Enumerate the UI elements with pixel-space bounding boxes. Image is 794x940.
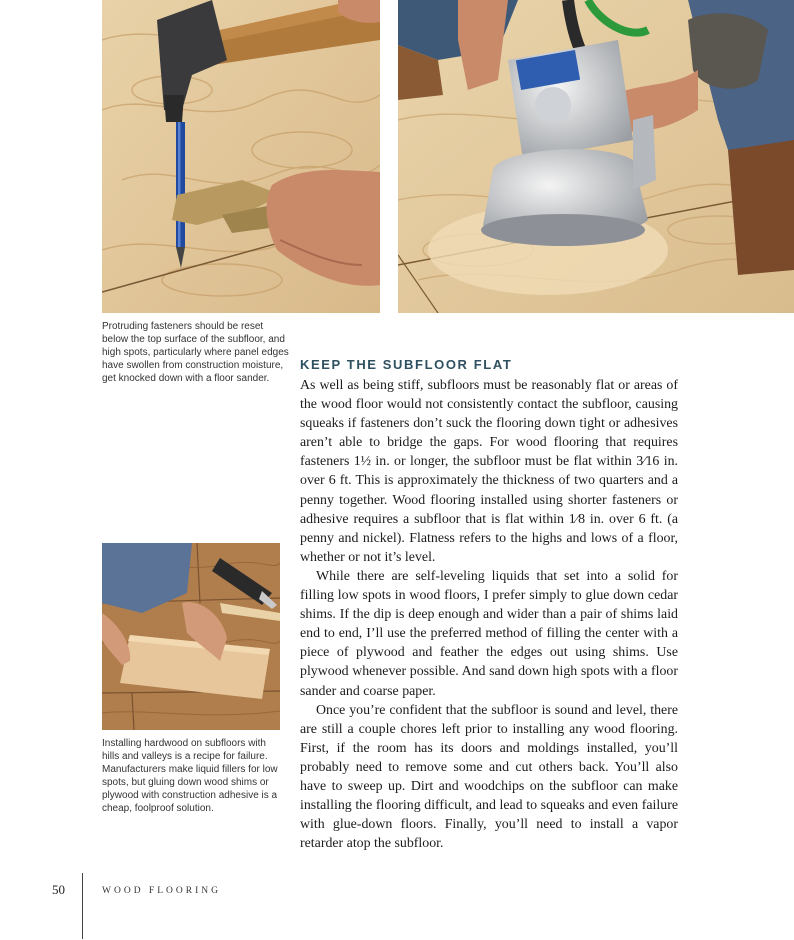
section-heading: KEEP THE SUBFLOOR FLAT: [300, 357, 513, 372]
body-text: [300, 376, 678, 853]
body-paragraph: While there are self-leveling liquids that set into a solid for filling low spots in wood floors, I prefer simply to glue down cedar shims. If the dip is deep enough and wider than a pair of shims laid end to end, I’ll use the preferred method of filling the center with a piece of plywood and feather the edges out using shims. Use plywood whenever possible. And sand down high spots with a floor sander and coarse paper.: [300, 568, 678, 699]
page-number: 50: [52, 882, 65, 897]
footer-divider: [82, 873, 83, 939]
photo-hammer-nail-set: [102, 0, 380, 313]
photo-caption-top: Protruding fasteners should be reset below the top surface of the subfloor, and high spots, particularly where panel edges have swollen from construction moisture, get knocked down with a floor sander.: [102, 321, 289, 384]
body-paragraph: As well as being stiff, subfloors must be reasonably flat or areas of the wood floor would not consistently contact the subfloor, causing squeaks if fasteners don’t suck the flooring down tight or adhesives aren’t able to bridge the gaps. For wood flooring that requires fasteners 1½ in. or longer, the subfloor must be flat within 3⁄16 in. over 6 ft. This is approximately the thickness of two quarters and a penny together. Wood flooring installed using shorter fasteners or adhesive requires a subfloor that is flat within 1⁄8 in. over 6 ft. (a penny and nickel). Flatness refers to the highs and lows of a floor, whether or not it’s level.: [300, 378, 678, 565]
photo-caption-bottom: Installing hardwood on subfloors with hills and valleys is a recipe for failure. Manufacturers make liquid fillers for low spots, but gluing down wood shims or plywood with construction adhesive is a cheap, foolproof solution.: [102, 738, 278, 814]
running-head: WOOD FLOORING: [102, 886, 221, 896]
photo-floor-sander: [398, 0, 794, 313]
photo-gluing-shims: [102, 543, 280, 730]
body-paragraph: Once you’re confident that the subfloor is sound and level, there are still a couple chores left prior to installing any wood flooring. First, if the room has its doors and moldings installed, you’ll probably need to remove some and cut others back. You’ll also have to sweep up. Dirt and woodchips on the subfloor can make installing the flooring difficult, and lead to squeaks and even failure with glue-down floors. Finally, you’ll need to install a vapor retarder atop the subfloor.: [300, 702, 678, 852]
